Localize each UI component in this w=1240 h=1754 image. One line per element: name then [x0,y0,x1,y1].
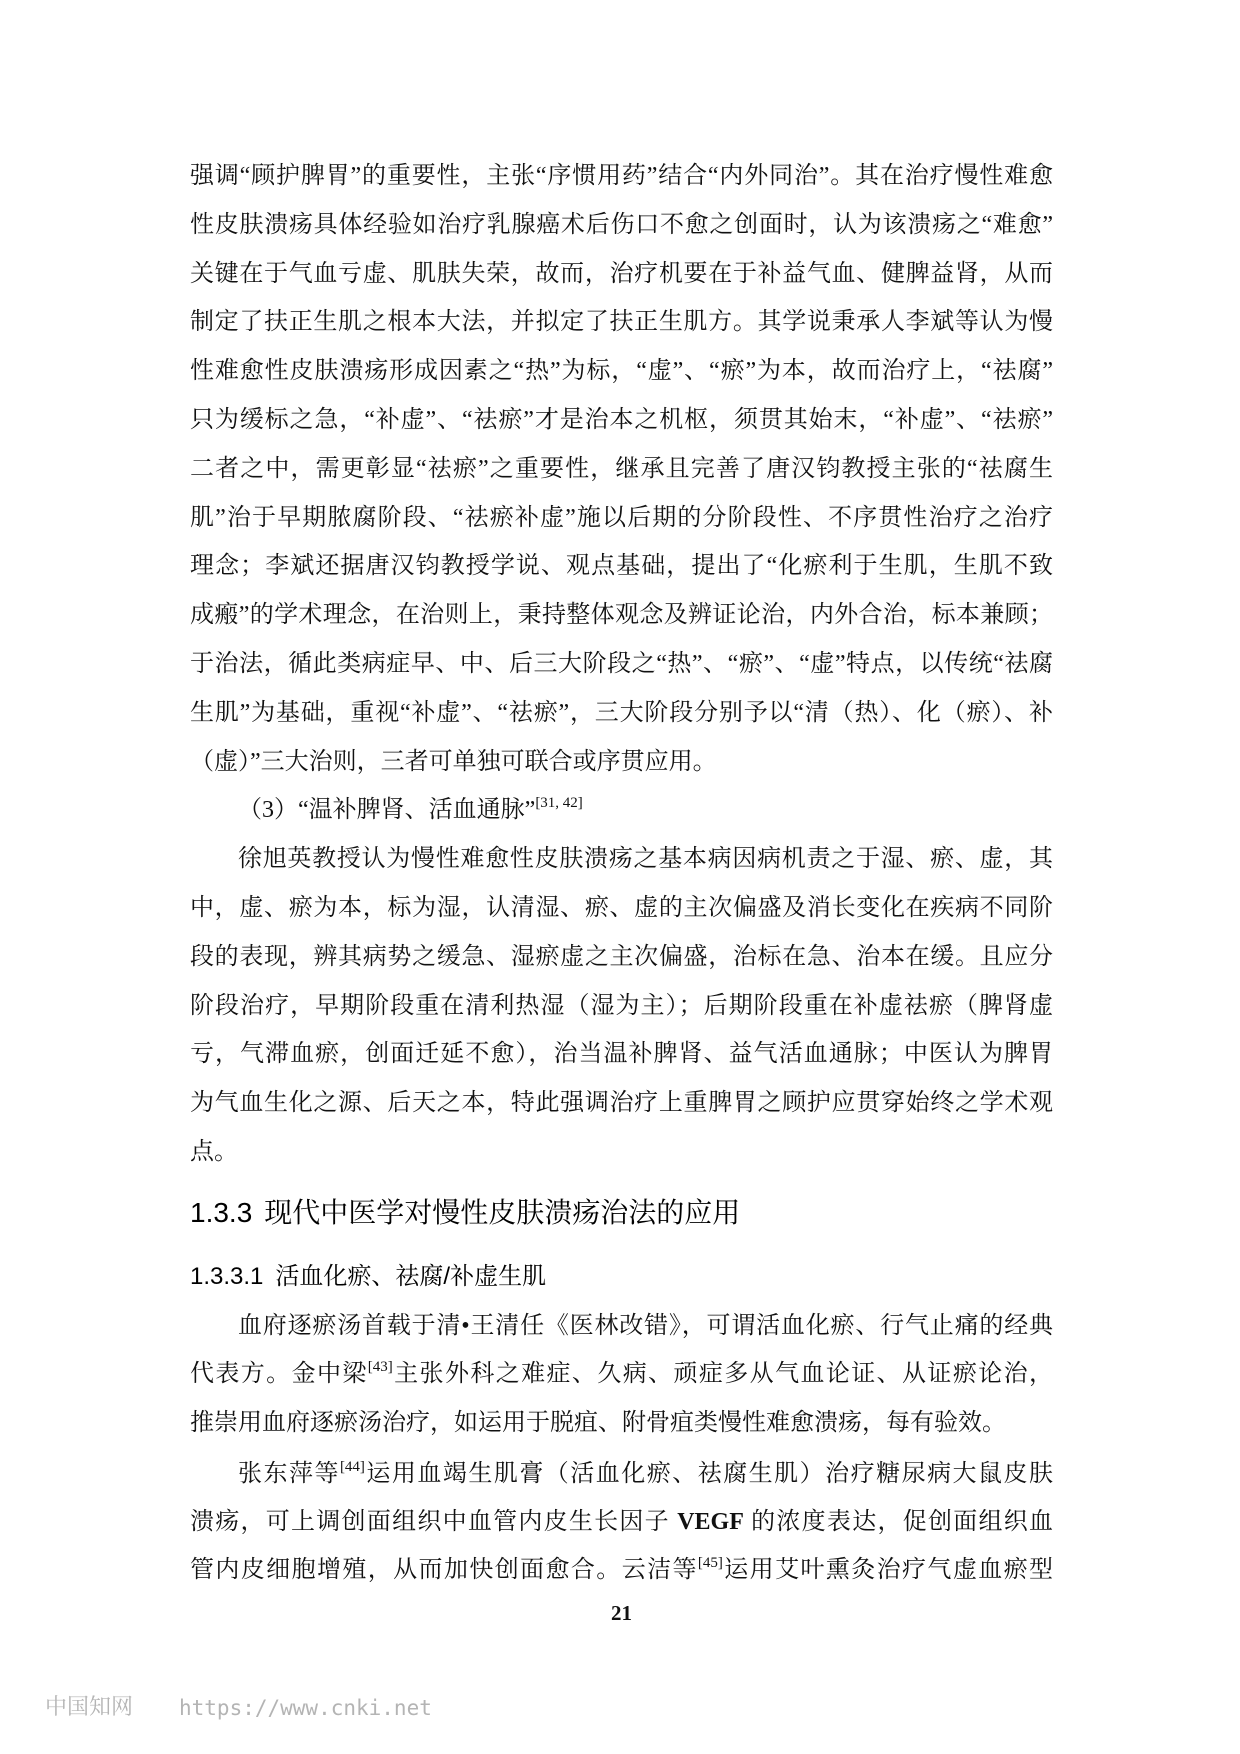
text-segment: 的浓度表达，促创面组织血 [743,1509,1053,1535]
section-number: 1.3.3 [190,1197,253,1228]
page-number: 21 [611,1601,632,1625]
text-line: 性皮肤溃疡具体经验如治疗乳腺癌术后伤口不愈之创面时，认为该溃疡之“难愈” [190,212,1053,238]
text-line: 二者之中，需更彰显“祛瘀”之重要性，继承且完善了唐汉钧教授主张的“祛腐生 [190,456,1053,482]
text-line: 点。 [190,1139,238,1165]
abbreviation: VEGF [677,1509,744,1535]
watermark-site-name: 中国知网 [45,1695,134,1720]
text-line: 血府逐瘀汤首载于清•王清任《医林改错》，可谓活血化瘀、行气止痛的经典 [238,1313,1053,1339]
text-line [190,1450,1053,1498]
text-line: 推崇用血府逐瘀汤治疗，如运用于脱疽、附骨疽类慢性难愈溃疡，每有验效。 [190,1410,1006,1436]
citation-ref: [43] [367,1359,393,1375]
text-line [190,1498,1053,1546]
text-line: 亏，气滞血瘀，创面迁延不愈），治当温补脾肾、益气活血通脉；中医认为脾胃 [190,1041,1053,1067]
watermark-url: https://www.cnki.net [179,1696,432,1720]
text-line: 只为缓标之急，“补虚”、“祛瘀”才是治本之机枢，须贯其始末，“补虚”、“祛瘀” [190,407,1053,433]
subsection-label-text: （3）“温补脾肾、活血通脉” [238,797,536,823]
text-line: 生肌”为基础，重视“补虚”、“祛瘀”，三大阶段分别予以“清（热）、化（瘀）、补 [190,700,1053,726]
text-line: 性难愈性皮肤溃疡形成因素之“热”为标，“虚”、“瘀”为本，故而治疗上，“祛腐” [190,358,1053,384]
subsection-title: 活血化瘀、祛腐/补虚生肌 [275,1263,547,1290]
section-heading [190,1189,1053,1237]
text-segment: 溃疡，可上调创面组织中血管内皮生长因子 [190,1509,678,1535]
text-segment: 管内皮细胞增殖，从而加快创面愈合。云洁等 [190,1557,698,1583]
text-line: 理念；李斌还据唐汉钧教授学说、观点基础，提出了“化瘀利于生肌，生肌不致 [190,553,1053,579]
text-line [190,1546,1053,1594]
subsection-number: 1.3.3.1 [190,1263,264,1290]
citation-ref: [44] [339,1459,365,1475]
text-line: 为气血生化之源、后天之本，特此强调治疗上重脾胃之顾护应贯穿始终之学术观 [190,1090,1053,1116]
text-line [190,1350,1053,1398]
text-line: 中，虚、瘀为本，标为湿，认清湿、瘀、虚的主次偏盛及消长变化在疾病不同阶 [190,895,1053,921]
text-segment: 运用血竭生肌膏（活血化瘀、祛腐生肌）治疗糖尿病大鼠皮肤 [364,1461,1053,1487]
text-line: 成瘢”的学术理念，在治则上，秉持整体观念及辨证论治，内外合治，标本兼顾； [190,602,1053,628]
text-line: 肌”治于早期脓腐阶段、“祛瘀补虚”施以后期的分阶段性、不序贯性治疗之治疗 [190,505,1053,531]
citation-ref: [45] [697,1555,723,1571]
text-line: 阶段治疗，早期阶段重在清利热湿（湿为主）；后期阶段重在补虚祛瘀（脾肾虚 [190,993,1053,1019]
subsection-label [190,786,1053,834]
text-line: 制定了扶正生肌之根本大法，并拟定了扶正生肌方。其学说秉承人李斌等认为慢 [190,309,1053,335]
text-segment: 代表方。金中梁 [190,1361,368,1387]
text-segment: 张东萍等 [238,1461,340,1487]
text-segment: 运用艾叶熏灸治疗气虚血瘀型 [722,1557,1053,1583]
text-line: 强调“顾护脾胃”的重要性，主张“序惯用药”结合“内外同治”。其在治疗慢性难愈 [190,163,1053,189]
text-line: （虚）”三大治则，三者可单独可联合或序贯应用。 [190,749,717,775]
section-title: 现代中医学对慢性皮肤溃疡治法的应用 [264,1197,741,1228]
subsection-heading [190,1253,1053,1301]
text-line: 于治法，循此类病症早、中、后三大阶段之“热”、“瘀”、“虚”特点，以传统“祛腐 [190,651,1053,677]
text-line: 徐旭英教授认为慢性难愈性皮肤溃疡之基本病因病机责之于湿、瘀、虚，其 [238,846,1053,872]
text-line: 关键在于气血亏虚、肌肤失荣，故而，治疗机要在于补益气血、健脾益肾，从而 [190,261,1053,287]
text-segment: 主张外科之难症、久病、顽症多从气血论证、从证瘀论治， [392,1361,1053,1387]
citation-ref: [31, 42] [535,795,583,811]
text-line: 段的表现，辨其病势之缓急、湿瘀虚之主次偏盛，治标在急、治本在缓。且应分 [190,944,1053,970]
